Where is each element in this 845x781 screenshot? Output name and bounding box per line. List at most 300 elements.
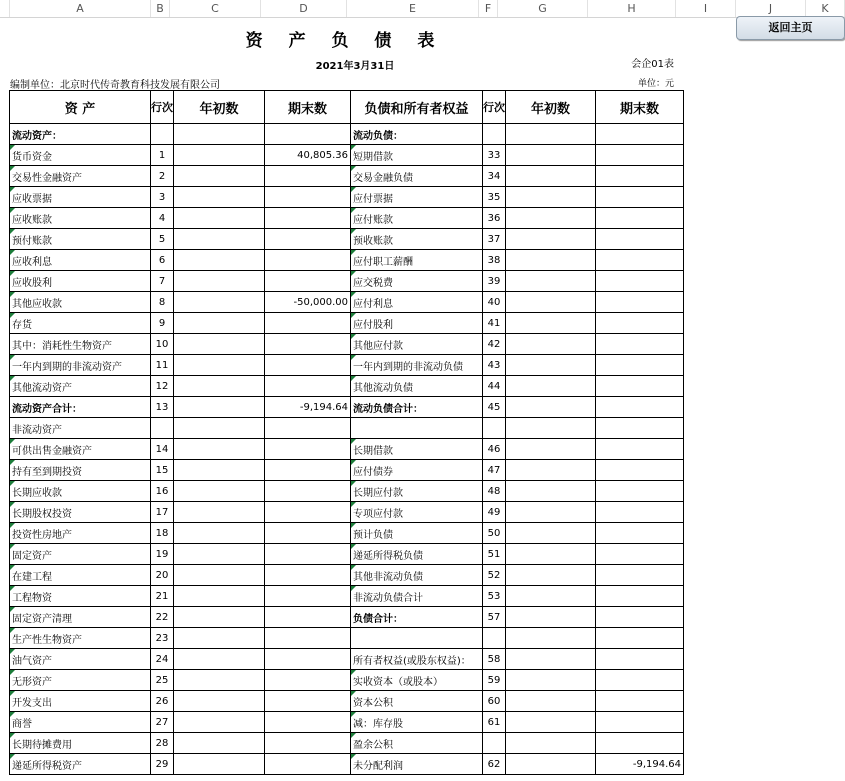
liability-begin-cell[interactable] [506, 355, 596, 376]
asset-name-cell[interactable]: 应收账款 [10, 208, 151, 229]
asset-name-cell[interactable]: 商誉 [10, 712, 151, 733]
liability-end-cell[interactable] [596, 145, 684, 166]
asset-begin-cell[interactable] [174, 733, 265, 754]
asset-line-cell[interactable]: 1 [151, 145, 174, 166]
asset-name-cell[interactable]: 固定资产清理 [10, 607, 151, 628]
asset-begin-cell[interactable] [174, 124, 265, 145]
asset-line-cell[interactable]: 26 [151, 691, 174, 712]
liability-begin-cell[interactable] [506, 166, 596, 187]
table-row [10, 565, 684, 586]
back-home-button[interactable]: 返回主页 [736, 16, 845, 40]
liability-name-cell[interactable]: 负债合计： [351, 607, 483, 628]
table-row [10, 733, 684, 754]
liability-end-cell[interactable] [596, 502, 684, 523]
col-g[interactable]: G [498, 0, 588, 17]
asset-name-cell[interactable]: 在建工程 [10, 565, 151, 586]
asset-begin-cell[interactable] [174, 334, 265, 355]
asset-line-cell[interactable]: 5 [151, 229, 174, 250]
header-liabilities[interactable]: 负债和所有者权益 [351, 91, 483, 124]
liability-name-cell[interactable]: 实收资本（或股本） [351, 670, 483, 691]
liability-begin-cell[interactable] [506, 229, 596, 250]
liability-name-cell[interactable]: 盈余公积 [351, 733, 483, 754]
asset-end-cell[interactable] [265, 334, 351, 355]
asset-end-cell[interactable] [265, 733, 351, 754]
asset-end-cell[interactable] [265, 607, 351, 628]
asset-begin-cell[interactable] [174, 313, 265, 334]
liability-name-cell[interactable]: 应交税费 [351, 271, 483, 292]
asset-begin-cell[interactable] [174, 250, 265, 271]
asset-end-cell[interactable] [265, 586, 351, 607]
asset-line-cell[interactable]: 23 [151, 628, 174, 649]
asset-end-cell[interactable] [265, 355, 351, 376]
asset-begin-cell[interactable] [174, 628, 265, 649]
liability-begin-cell[interactable] [506, 187, 596, 208]
asset-end-cell[interactable] [265, 628, 351, 649]
liability-end-cell[interactable]: -9,194.64 [596, 754, 684, 775]
asset-line-cell[interactable]: 13 [151, 397, 174, 418]
asset-name-cell[interactable]: 流动资产合计： [10, 397, 151, 418]
liability-begin-cell[interactable] [506, 649, 596, 670]
liability-line-cell[interactable]: 57 [483, 607, 506, 628]
asset-line-cell[interactable]: 18 [151, 523, 174, 544]
asset-name-cell[interactable]: 可供出售金融资产 [10, 439, 151, 460]
liability-begin-cell[interactable] [506, 565, 596, 586]
col-f[interactable]: F [479, 0, 498, 17]
asset-end-cell[interactable]: -9,194.64 [265, 397, 351, 418]
liability-line-cell[interactable] [483, 124, 506, 145]
asset-name-cell[interactable]: 油气资产 [10, 649, 151, 670]
asset-line-cell[interactable]: 22 [151, 607, 174, 628]
table-row [10, 481, 684, 502]
asset-name-cell[interactable]: 其他流动资产 [10, 376, 151, 397]
liability-name-cell[interactable]: 应付职工薪酬 [351, 250, 483, 271]
liability-line-cell[interactable]: 37 [483, 229, 506, 250]
asset-end-cell[interactable]: 40,805.36 [265, 145, 351, 166]
asset-end-cell[interactable]: -50,000.00 [265, 292, 351, 313]
liability-name-cell[interactable]: 预计负债 [351, 523, 483, 544]
liability-line-cell[interactable]: 45 [483, 397, 506, 418]
asset-begin-cell[interactable] [174, 229, 265, 250]
asset-name-cell[interactable]: 预付账款 [10, 229, 151, 250]
asset-begin-cell[interactable] [174, 292, 265, 313]
liability-name-cell[interactable]: 减：库存股 [351, 712, 483, 733]
asset-begin-cell[interactable] [174, 607, 265, 628]
liability-end-cell[interactable] [596, 292, 684, 313]
asset-end-cell[interactable] [265, 460, 351, 481]
liability-end-cell[interactable] [596, 271, 684, 292]
table-row [10, 313, 684, 334]
asset-line-cell[interactable]: 29 [151, 754, 174, 775]
asset-name-cell[interactable]: 非流动资产 [10, 418, 151, 439]
asset-line-cell[interactable]: 16 [151, 481, 174, 502]
asset-begin-cell[interactable] [174, 712, 265, 733]
asset-end-cell[interactable] [265, 313, 351, 334]
liability-end-cell[interactable] [596, 208, 684, 229]
liability-line-cell[interactable]: 49 [483, 502, 506, 523]
asset-begin-cell[interactable] [174, 187, 265, 208]
asset-end-cell[interactable] [265, 754, 351, 775]
liability-name-cell[interactable]: 一年内到期的非流动负债 [351, 355, 483, 376]
asset-begin-cell[interactable] [174, 418, 265, 439]
table-row [10, 439, 684, 460]
table-row [10, 292, 684, 313]
liability-name-cell[interactable]: 其他应付款 [351, 334, 483, 355]
asset-name-cell[interactable]: 货币资金 [10, 145, 151, 166]
company-name: 编制单位：北京时代传奇教育科技发展有限公司 [10, 80, 220, 91]
table-row [10, 376, 684, 397]
asset-begin-cell[interactable] [174, 208, 265, 229]
asset-begin-cell[interactable] [174, 271, 265, 292]
asset-name-cell[interactable]: 其中：消耗性生物资产 [10, 334, 151, 355]
asset-end-cell[interactable] [265, 502, 351, 523]
liability-begin-cell[interactable] [506, 523, 596, 544]
liability-end-cell[interactable] [596, 691, 684, 712]
asset-name-cell[interactable]: 存货 [10, 313, 151, 334]
liability-end-cell[interactable] [596, 628, 684, 649]
liability-line-cell[interactable]: 36 [483, 208, 506, 229]
asset-line-cell[interactable]: 8 [151, 292, 174, 313]
liability-line-cell[interactable]: 61 [483, 712, 506, 733]
asset-name-cell[interactable]: 交易性金融资产 [10, 166, 151, 187]
liability-begin-cell[interactable] [506, 607, 596, 628]
liability-name-cell[interactable]: 应付债券 [351, 460, 483, 481]
asset-name-cell[interactable]: 递延所得税资产 [10, 754, 151, 775]
asset-line-cell[interactable]: 4 [151, 208, 174, 229]
asset-line-cell[interactable]: 28 [151, 733, 174, 754]
asset-end-cell[interactable] [265, 187, 351, 208]
liability-begin-cell[interactable] [506, 691, 596, 712]
asset-line-cell[interactable]: 19 [151, 544, 174, 565]
asset-line-cell[interactable]: 24 [151, 649, 174, 670]
asset-begin-cell[interactable] [174, 523, 265, 544]
asset-line-cell[interactable] [151, 124, 174, 145]
form-number: 会企01表 [631, 59, 674, 70]
liability-line-cell[interactable]: 44 [483, 376, 506, 397]
liability-name-cell[interactable]: 应付账款 [351, 208, 483, 229]
asset-begin-cell[interactable] [174, 544, 265, 565]
liability-line-cell[interactable]: 47 [483, 460, 506, 481]
liability-end-cell[interactable] [596, 565, 684, 586]
asset-begin-cell[interactable] [174, 460, 265, 481]
liability-begin-cell[interactable] [506, 439, 596, 460]
liability-name-cell[interactable]: 其他非流动负债 [351, 565, 483, 586]
asset-name-cell[interactable]: 应收票据 [10, 187, 151, 208]
liability-begin-cell[interactable] [506, 460, 596, 481]
table-row [10, 712, 684, 733]
table-row [10, 250, 684, 271]
liability-name-cell[interactable]: 短期借款 [351, 145, 483, 166]
liability-name-cell[interactable]: 长期应付款 [351, 481, 483, 502]
liability-name-cell[interactable] [351, 418, 483, 439]
asset-line-cell[interactable]: 9 [151, 313, 174, 334]
liability-end-cell[interactable] [596, 166, 684, 187]
asset-line-cell[interactable]: 7 [151, 271, 174, 292]
table-row [10, 145, 684, 166]
liability-begin-cell[interactable] [506, 397, 596, 418]
table-row [10, 460, 684, 481]
liability-begin-cell[interactable] [506, 418, 596, 439]
table-row [10, 607, 684, 628]
asset-begin-cell[interactable] [174, 649, 265, 670]
col-e[interactable]: E [347, 0, 479, 17]
liability-end-cell[interactable] [596, 607, 684, 628]
liability-begin-cell[interactable] [506, 502, 596, 523]
liability-name-cell[interactable]: 递延所得税负债 [351, 544, 483, 565]
liability-begin-cell[interactable] [506, 292, 596, 313]
liability-begin-cell[interactable] [506, 481, 596, 502]
liability-end-cell[interactable] [596, 439, 684, 460]
asset-name-cell[interactable]: 应收利息 [10, 250, 151, 271]
liability-begin-cell[interactable] [506, 712, 596, 733]
col-d[interactable]: D [261, 0, 347, 17]
worksheet[interactable] [0, 18, 845, 781]
asset-end-cell[interactable] [265, 670, 351, 691]
liability-end-cell[interactable] [596, 460, 684, 481]
liability-line-cell[interactable]: 60 [483, 691, 506, 712]
liability-name-cell[interactable]: 专项应付款 [351, 502, 483, 523]
liability-name-cell[interactable]: 应付利息 [351, 292, 483, 313]
liability-begin-cell[interactable] [506, 271, 596, 292]
liability-line-cell[interactable]: 50 [483, 523, 506, 544]
table-row [10, 670, 684, 691]
liability-end-cell[interactable] [596, 313, 684, 334]
liability-name-cell[interactable]: 预收账款 [351, 229, 483, 250]
liability-begin-cell[interactable] [506, 208, 596, 229]
liability-line-cell[interactable]: 39 [483, 271, 506, 292]
liability-line-cell[interactable]: 46 [483, 439, 506, 460]
asset-begin-cell[interactable] [174, 586, 265, 607]
asset-end-cell[interactable] [265, 649, 351, 670]
liability-end-cell[interactable] [596, 712, 684, 733]
asset-end-cell[interactable] [265, 523, 351, 544]
asset-begin-cell[interactable] [174, 502, 265, 523]
asset-line-cell[interactable]: 20 [151, 565, 174, 586]
asset-name-cell[interactable]: 长期股权投资 [10, 502, 151, 523]
asset-line-cell[interactable]: 3 [151, 187, 174, 208]
liability-line-cell[interactable]: 34 [483, 166, 506, 187]
liability-line-cell[interactable]: 42 [483, 334, 506, 355]
liability-line-cell[interactable]: 59 [483, 670, 506, 691]
asset-line-cell[interactable]: 12 [151, 376, 174, 397]
liability-line-cell[interactable]: 51 [483, 544, 506, 565]
asset-end-cell[interactable] [265, 691, 351, 712]
report-title: 资 产 负 债 表 [245, 31, 445, 51]
liability-begin-cell[interactable] [506, 754, 596, 775]
asset-line-cell[interactable]: 21 [151, 586, 174, 607]
liability-begin-cell[interactable] [506, 733, 596, 754]
asset-name-cell[interactable]: 生产性生物资产 [10, 628, 151, 649]
liability-line-cell[interactable] [483, 418, 506, 439]
header-line-no[interactable]: 行次 [151, 91, 174, 124]
asset-name-cell[interactable]: 应收股利 [10, 271, 151, 292]
col-i[interactable]: I [676, 0, 736, 17]
asset-line-cell[interactable]: 14 [151, 439, 174, 460]
asset-end-cell[interactable] [265, 271, 351, 292]
asset-begin-cell[interactable] [174, 145, 265, 166]
asset-name-cell[interactable]: 长期应收款 [10, 481, 151, 502]
liability-end-cell[interactable] [596, 355, 684, 376]
asset-name-cell[interactable]: 流动资产： [10, 124, 151, 145]
col-c[interactable]: C [170, 0, 261, 17]
table-row [10, 649, 684, 670]
table-row [10, 166, 684, 187]
liability-line-cell[interactable]: 35 [483, 187, 506, 208]
asset-name-cell[interactable]: 投资性房地产 [10, 523, 151, 544]
liability-line-cell[interactable]: 48 [483, 481, 506, 502]
liability-end-cell[interactable] [596, 544, 684, 565]
asset-end-cell[interactable] [265, 481, 351, 502]
liability-end-cell[interactable] [596, 376, 684, 397]
asset-name-cell[interactable]: 长期待摊费用 [10, 733, 151, 754]
liability-line-cell[interactable]: 41 [483, 313, 506, 334]
asset-line-cell[interactable] [151, 418, 174, 439]
liability-name-cell[interactable]: 资本公积 [351, 691, 483, 712]
asset-begin-cell[interactable] [174, 397, 265, 418]
asset-name-cell[interactable]: 无形资产 [10, 670, 151, 691]
table-row [10, 229, 684, 250]
col-h[interactable]: H [588, 0, 676, 17]
asset-end-cell[interactable] [265, 124, 351, 145]
liability-name-cell[interactable] [351, 628, 483, 649]
table-row [10, 397, 684, 418]
liability-begin-cell[interactable] [506, 250, 596, 271]
asset-name-cell[interactable]: 工程物资 [10, 586, 151, 607]
liability-end-cell[interactable] [596, 397, 684, 418]
col-a[interactable]: A [10, 0, 151, 17]
table-row [10, 586, 684, 607]
liability-end-cell[interactable] [596, 523, 684, 544]
corner-cell[interactable] [0, 0, 10, 17]
report-date: 2021年3月31日 [315, 61, 395, 72]
col-k[interactable]: K [806, 0, 845, 17]
asset-line-cell[interactable]: 10 [151, 334, 174, 355]
table-row [10, 271, 684, 292]
header-end-2[interactable]: 期末数 [596, 91, 684, 124]
asset-line-cell[interactable]: 27 [151, 712, 174, 733]
liability-name-cell[interactable]: 应付股利 [351, 313, 483, 334]
asset-end-cell[interactable] [265, 439, 351, 460]
asset-begin-cell[interactable] [174, 355, 265, 376]
liability-line-cell[interactable]: 43 [483, 355, 506, 376]
liability-line-cell[interactable]: 58 [483, 649, 506, 670]
liability-begin-cell[interactable] [506, 334, 596, 355]
asset-line-cell[interactable]: 2 [151, 166, 174, 187]
asset-end-cell[interactable] [265, 208, 351, 229]
liability-begin-cell[interactable] [506, 586, 596, 607]
liability-end-cell[interactable] [596, 250, 684, 271]
asset-end-cell[interactable] [265, 544, 351, 565]
asset-begin-cell[interactable] [174, 481, 265, 502]
liability-end-cell[interactable] [596, 733, 684, 754]
table-row [10, 187, 684, 208]
asset-end-cell[interactable] [265, 712, 351, 733]
currency-unit: 单位：元 [637, 79, 674, 89]
liability-begin-cell[interactable] [506, 145, 596, 166]
liability-name-cell[interactable]: 长期借款 [351, 439, 483, 460]
liability-line-cell[interactable] [483, 628, 506, 649]
liability-name-cell[interactable]: 未分配利润 [351, 754, 483, 775]
asset-end-cell[interactable] [265, 250, 351, 271]
header-line-no-2[interactable]: 行次 [483, 91, 506, 124]
liability-name-cell[interactable]: 流动负债合计： [351, 397, 483, 418]
asset-line-cell[interactable]: 15 [151, 460, 174, 481]
liability-end-cell[interactable] [596, 481, 684, 502]
asset-end-cell[interactable] [265, 166, 351, 187]
liability-name-cell[interactable]: 应付票据 [351, 187, 483, 208]
header-begin[interactable]: 年初数 [174, 91, 265, 124]
table-row [10, 124, 684, 145]
header-assets[interactable]: 资 产 [10, 91, 151, 124]
col-b[interactable]: B [151, 0, 170, 17]
liability-line-cell[interactable] [483, 733, 506, 754]
liability-end-cell[interactable] [596, 187, 684, 208]
liability-end-cell[interactable] [596, 670, 684, 691]
asset-name-cell[interactable]: 一年内到期的非流动资产 [10, 355, 151, 376]
liability-begin-cell[interactable] [506, 124, 596, 145]
asset-line-cell[interactable]: 6 [151, 250, 174, 271]
asset-end-cell[interactable] [265, 376, 351, 397]
asset-begin-cell[interactable] [174, 565, 265, 586]
liability-end-cell[interactable] [596, 124, 684, 145]
asset-name-cell[interactable]: 持有至到期投资 [10, 460, 151, 481]
asset-begin-cell[interactable] [174, 439, 265, 460]
liability-end-cell[interactable] [596, 586, 684, 607]
liability-line-cell[interactable]: 53 [483, 586, 506, 607]
liability-begin-cell[interactable] [506, 376, 596, 397]
asset-begin-cell[interactable] [174, 754, 265, 775]
table-row [10, 628, 684, 649]
liability-name-cell[interactable]: 流动负债： [351, 124, 483, 145]
table-row [10, 691, 684, 712]
liability-begin-cell[interactable] [506, 670, 596, 691]
liability-end-cell[interactable] [596, 229, 684, 250]
liability-line-cell[interactable]: 33 [483, 145, 506, 166]
liability-begin-cell[interactable] [506, 544, 596, 565]
liability-name-cell[interactable]: 其他流动负债 [351, 376, 483, 397]
liability-end-cell[interactable] [596, 418, 684, 439]
asset-name-cell[interactable]: 固定资产 [10, 544, 151, 565]
liability-end-cell[interactable] [596, 334, 684, 355]
liability-line-cell[interactable]: 62 [483, 754, 506, 775]
asset-begin-cell[interactable] [174, 166, 265, 187]
asset-begin-cell[interactable] [174, 670, 265, 691]
liability-line-cell[interactable]: 40 [483, 292, 506, 313]
header-end[interactable]: 期末数 [265, 91, 351, 124]
liability-line-cell[interactable]: 38 [483, 250, 506, 271]
asset-end-cell[interactable] [265, 565, 351, 586]
liability-name-cell[interactable]: 交易金融负债 [351, 166, 483, 187]
liability-line-cell[interactable]: 52 [483, 565, 506, 586]
liability-begin-cell[interactable] [506, 628, 596, 649]
asset-begin-cell[interactable] [174, 376, 265, 397]
asset-end-cell[interactable] [265, 418, 351, 439]
liability-end-cell[interactable] [596, 649, 684, 670]
asset-begin-cell[interactable] [174, 691, 265, 712]
asset-end-cell[interactable] [265, 229, 351, 250]
asset-name-cell[interactable]: 开发支出 [10, 691, 151, 712]
header-begin-2[interactable]: 年初数 [506, 91, 596, 124]
liability-name-cell[interactable]: 所有者权益(或股东权益)： [351, 649, 483, 670]
asset-name-cell[interactable]: 其他应收款 [10, 292, 151, 313]
asset-line-cell[interactable]: 11 [151, 355, 174, 376]
col-j[interactable]: J [736, 0, 806, 17]
balance-sheet-table [9, 90, 684, 775]
asset-line-cell[interactable]: 17 [151, 502, 174, 523]
liability-begin-cell[interactable] [506, 313, 596, 334]
asset-line-cell[interactable]: 25 [151, 670, 174, 691]
table-row [10, 502, 684, 523]
liability-name-cell[interactable]: 非流动负债合计 [351, 586, 483, 607]
